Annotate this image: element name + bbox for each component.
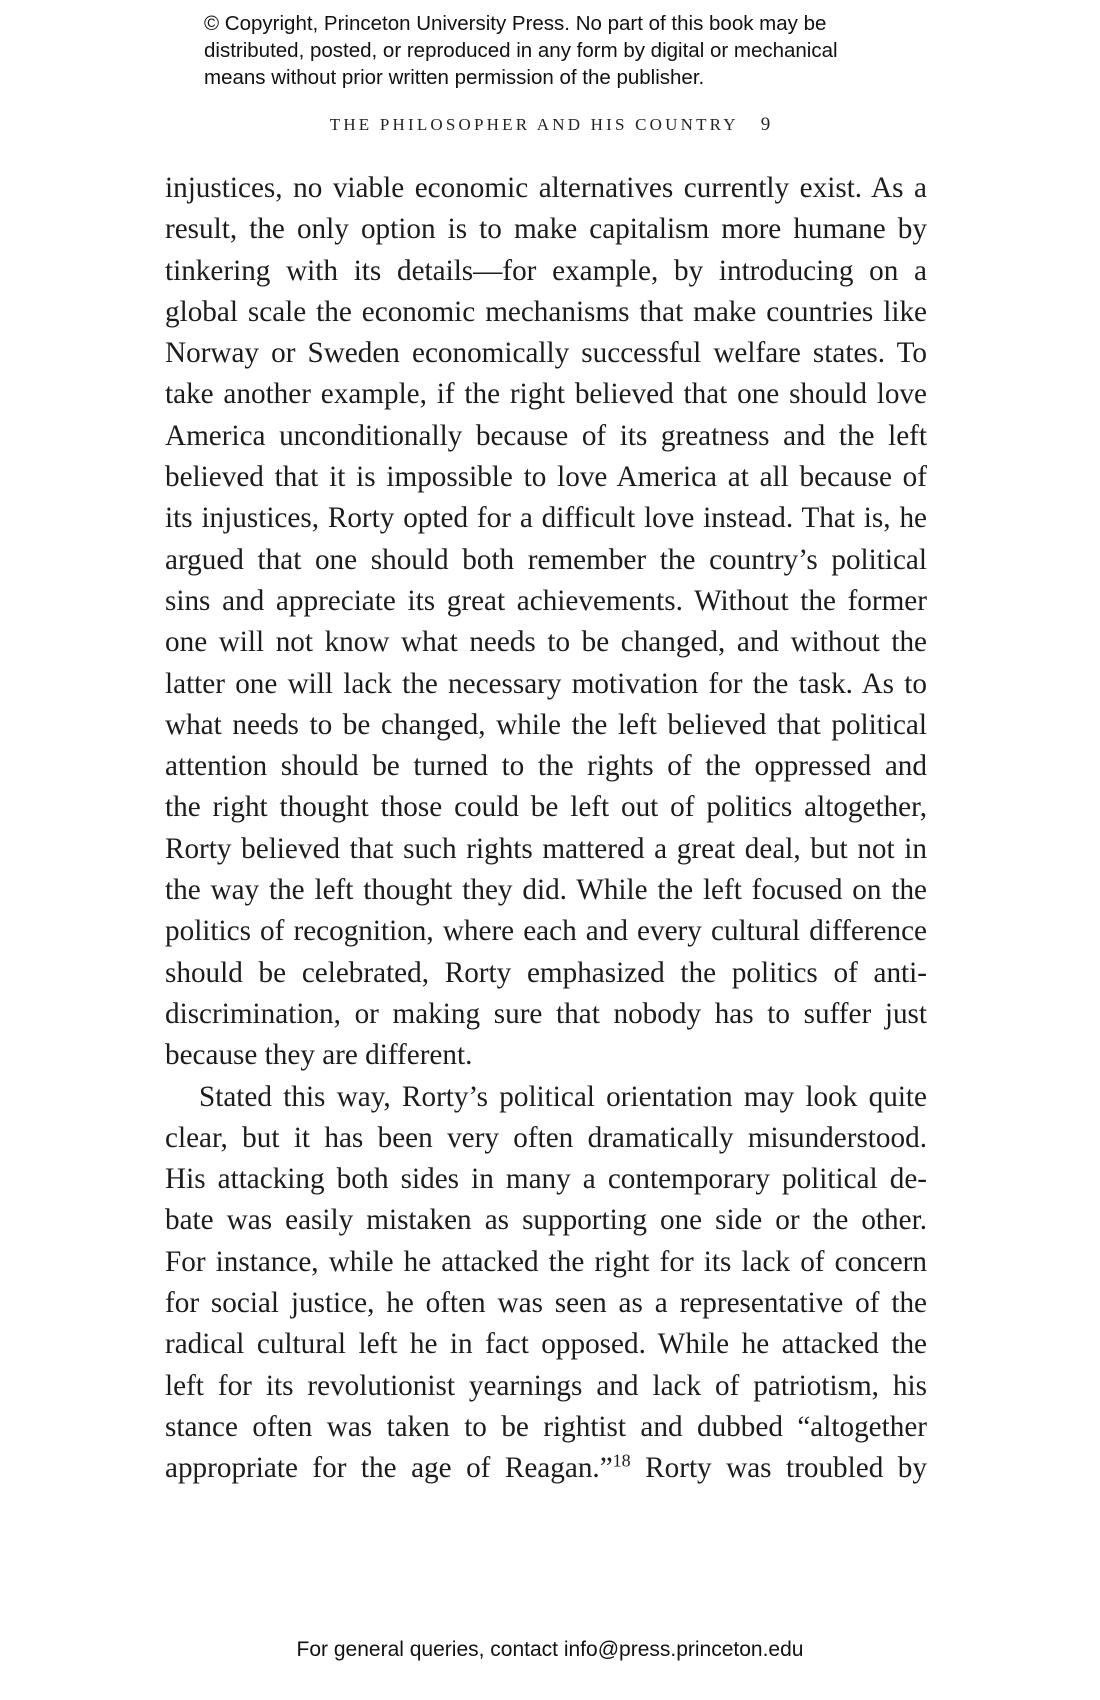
text-line: discrimination, or making sure that nobody has to suffer just (165, 997, 927, 1030)
text-line: injustices, no viable economic alternatives currently exist. As a (165, 172, 927, 204)
text-line: America unconditionally because of its greatness and the left (165, 419, 927, 452)
text-line: believed that it is impossible to love America at all because of (165, 461, 927, 494)
copyright-line: © Copyright, Princeton University Press. No part of this book may be (204, 12, 827, 35)
text-line: the way the left thought they did. While the left focused on the (165, 874, 927, 907)
text-line: because they are different. (165, 1039, 473, 1072)
text-line: His attacking both sides in many a contemporary political de- (165, 1163, 927, 1196)
text-fragment: appropriate for the age of Reagan.” (165, 1452, 613, 1485)
text-line: result, the only option is to make capitalism more humane by (165, 213, 927, 246)
page-number: 9 (760, 114, 771, 135)
text-line: politics of recognition, where each and every cultural difference (165, 915, 927, 948)
text-line: its injustices, Rorty opted for a difficult love instead. That is, he (165, 502, 927, 535)
text-line: sins and appreciate its great achievements. Without the former (165, 584, 927, 617)
copyright-line: distributed, posted, or reproduced in any form by digital or mechanical (204, 39, 838, 62)
body-text (165, 168, 927, 1490)
text-line: Stated this way, Rorty’s political orientation may look quite (199, 1080, 927, 1113)
footer-contact: For general queries, contact info@press.princeton.edu (296, 1638, 804, 1661)
text-line: Rorty believed that such rights mattered a great deal, but not in (165, 832, 927, 865)
text-line: Norway or Sweden economically successful welfare states. To (165, 337, 927, 370)
text-line: global scale the economic mechanisms that make countries like (165, 295, 927, 328)
text-line: should be celebrated, Rorty emphasized the politics of anti- (165, 956, 927, 989)
text-line: argued that one should both remember the country’s political (165, 543, 927, 576)
running-head (0, 114, 1100, 136)
text-line: For instance, while he attacked the right for its lack of concern (165, 1245, 927, 1278)
text-line: take another example, if the right believed that one should love (165, 378, 927, 411)
text-line (165, 1448, 927, 1489)
text-line: one will not know what needs to be changed, and without the (165, 626, 927, 659)
text-line: attention should be turned to the rights of the oppressed and (165, 750, 927, 783)
footnote-marker[interactable]: 18 (612, 1450, 631, 1471)
text-line: latter one will lack the necessary motivation for the task. As to (165, 667, 927, 700)
text-line: radical cultural left he in fact opposed. While he attacked the (165, 1328, 927, 1361)
text-line: for social justice, he often was seen as a representative of the (165, 1287, 927, 1320)
text-line: the right thought those could be left out of politics altogether, (165, 791, 927, 824)
paragraph-2 (165, 1077, 927, 1490)
running-head-title: THE PHILOSOPHER AND HIS COUNTRY (329, 115, 739, 134)
copyright-notice (204, 10, 964, 91)
text-line: bate was easily mistaken as supporting one side or the other. (165, 1204, 927, 1237)
text-fragment: Rorty was troubled by (630, 1452, 927, 1485)
copyright-line: means without prior written permission of the publisher. (204, 66, 705, 89)
text-line: left for its revolutionist yearnings and lack of patriotism, his (165, 1369, 927, 1402)
text-line: tinkering with its details—for example, by introducing on a (165, 254, 927, 287)
text-line: clear, but it has been very often dramatically misunderstood. (165, 1121, 927, 1154)
text-line: what needs to be changed, while the left believed that political (165, 708, 927, 741)
paragraph-1 (165, 168, 927, 1077)
text-line: stance often was taken to be rightist and dubbed “altogether (165, 1410, 927, 1443)
